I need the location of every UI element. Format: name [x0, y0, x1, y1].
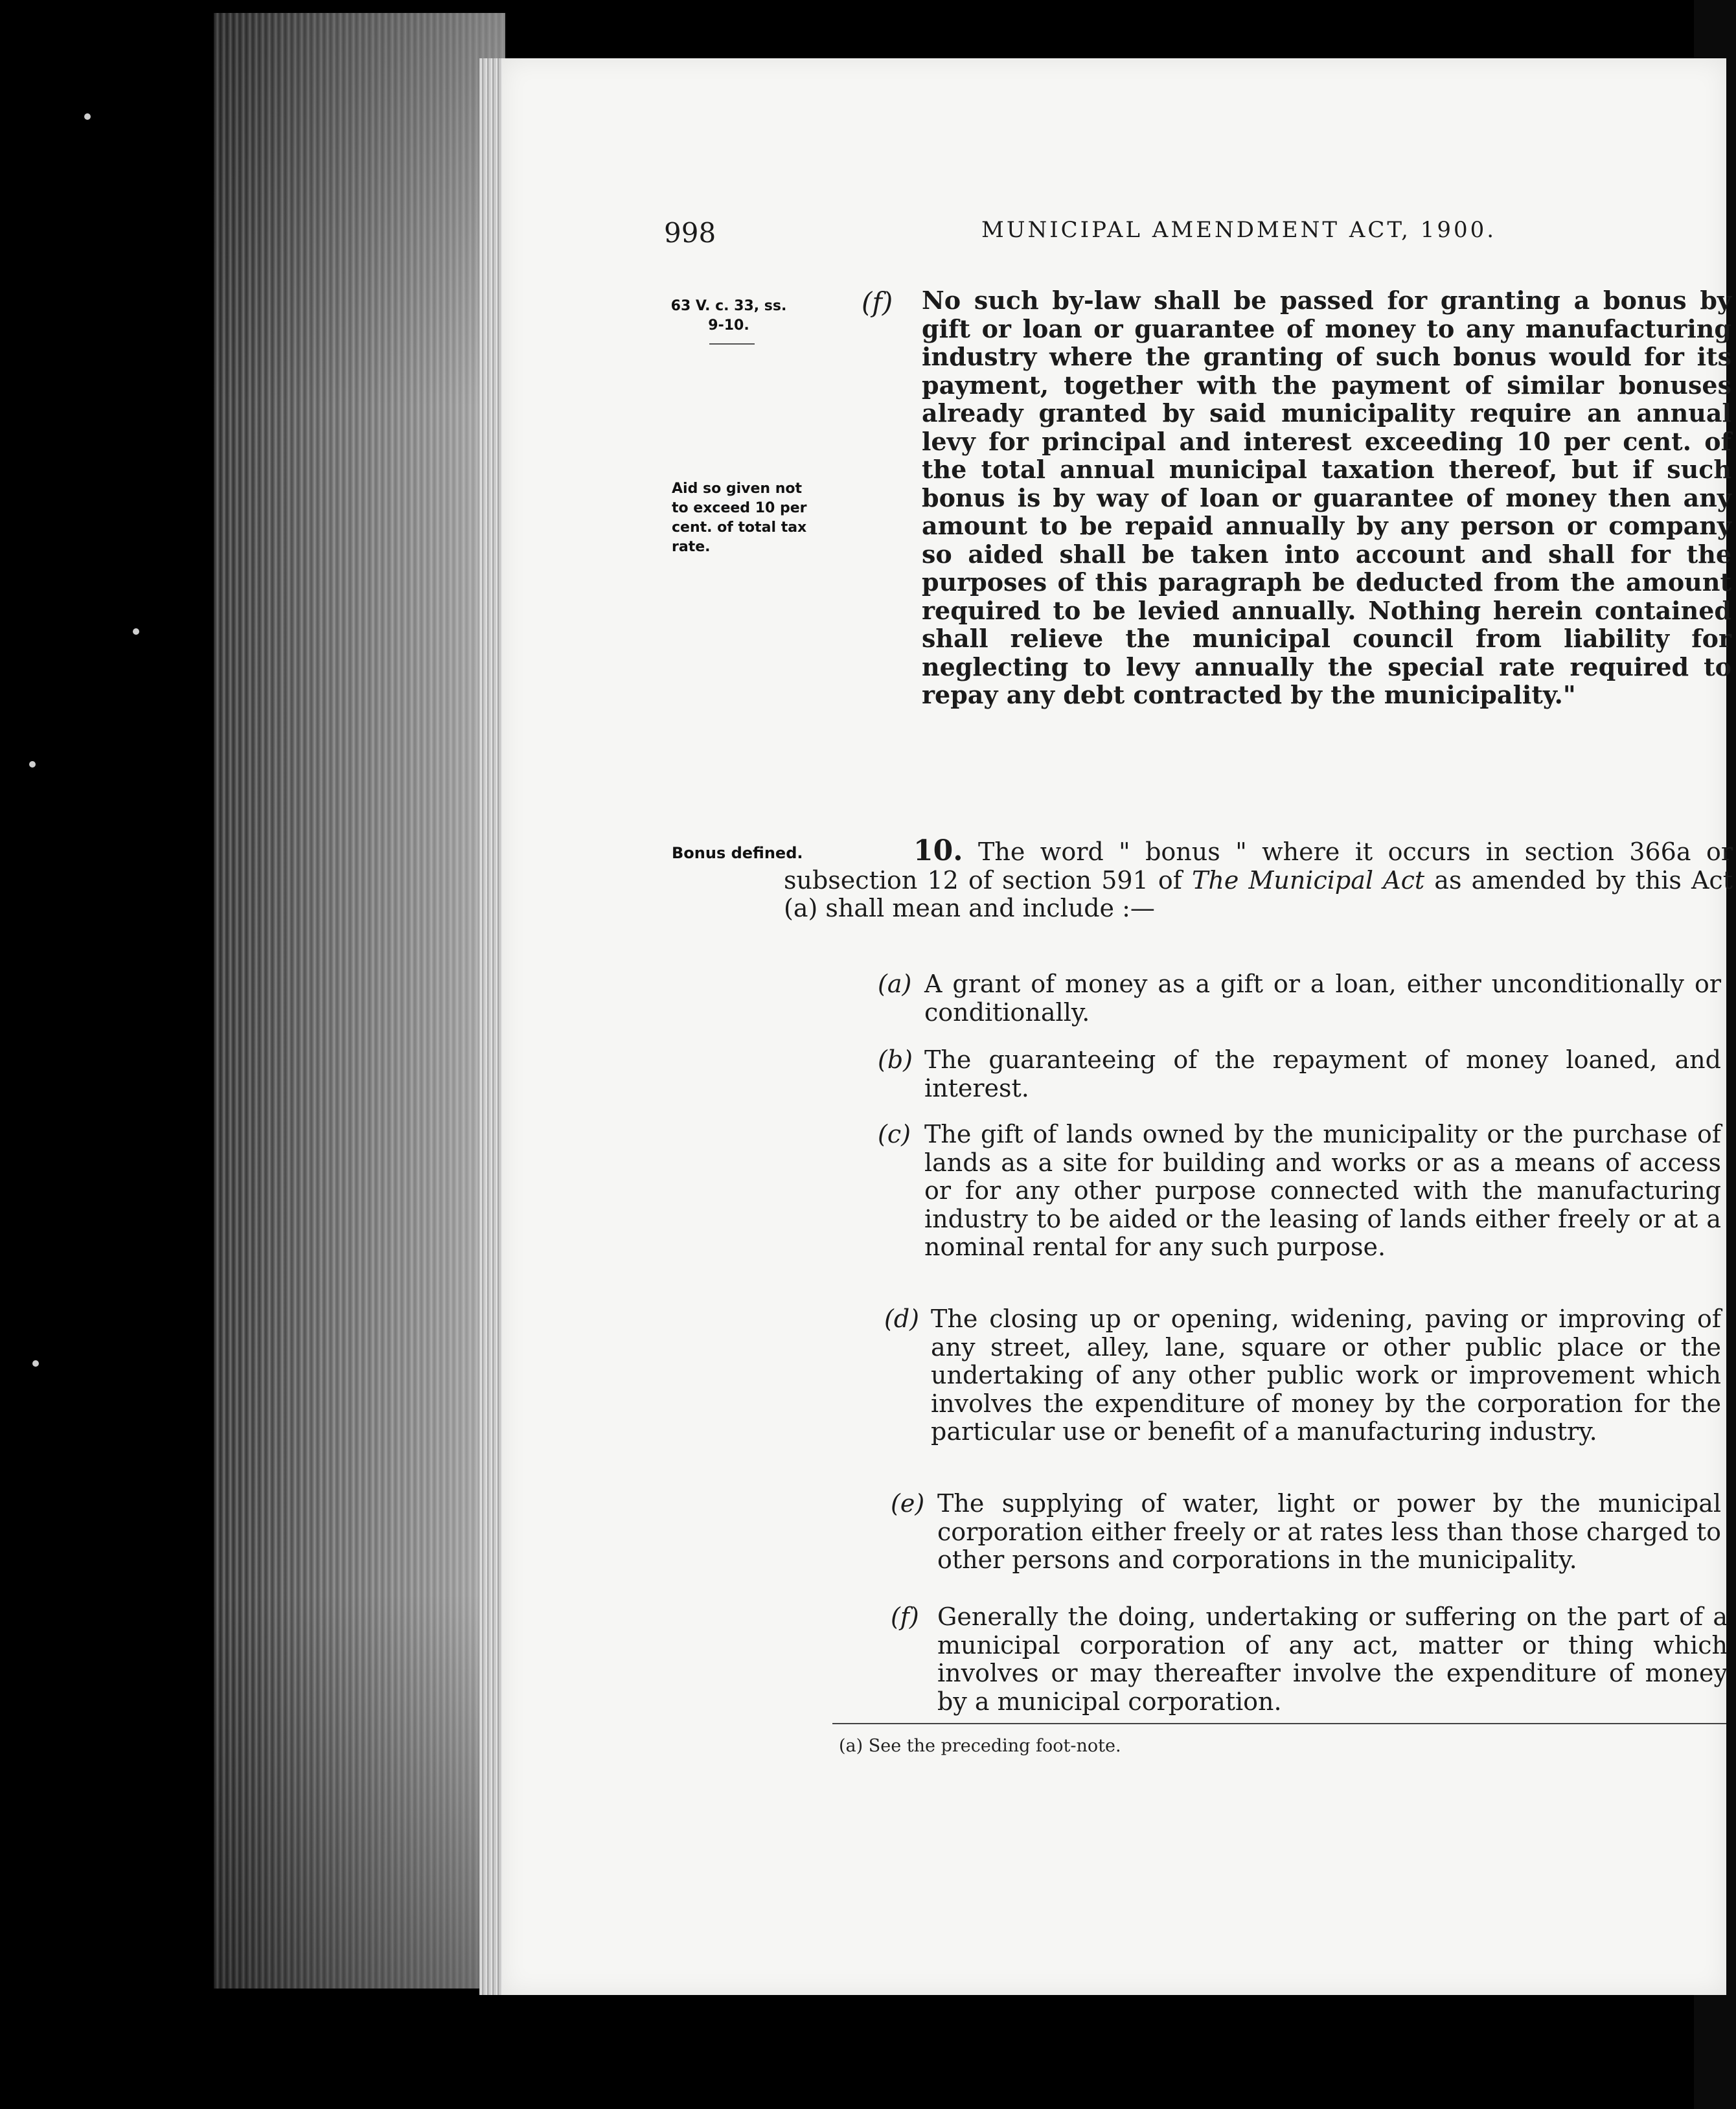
act-title: The Municipal Act	[1192, 865, 1425, 895]
section-10-text-b: as amended by this Act (a) shall mean and include :—	[784, 865, 1733, 922]
scan-speck	[133, 628, 139, 635]
scan-speck	[32, 1360, 39, 1367]
citation-rule	[709, 343, 755, 345]
citation-line-1: 63 V. c. 33, ss.	[670, 298, 787, 314]
subclause-b-text: The guaranteeing of the repayment of money loaned, and interest.	[924, 1045, 1721, 1102]
scan-speck	[29, 761, 36, 768]
running-head	[664, 217, 1687, 256]
page-number: 998	[664, 217, 716, 249]
section-10	[784, 834, 1733, 923]
clause-f-text: No such by-law shall be passed for granting a bonus by gift or loan or guarantee of money to any manufacturing industry where the granting of such bonus would for its payment, together with the payment of similar bonuses already granted by said municipality require an annual levy for principal and interest exceeding 10 per cent. of the total annual municipal taxation thereof, but if such bonus is by way of loan or guarantee of money then any amount to be repaid annually by any person or company so aided shall be taken into account and shall for the purposes of this paragraph be deducted from the amount required to be levied annually. Nothing herein contained shall relieve the municipal council from liability for neglecting to levy annually the special rate required to repay any debt contracted by the municipality."	[922, 286, 1731, 709]
running-title: MUNICIPAL AMENDMENT ACT, 1900.	[981, 217, 1497, 243]
margin-note-bonus: Bonus defined.	[672, 844, 803, 862]
scan-speck	[84, 113, 91, 120]
subclause-c-text: The gift of lands owned by the municipality or the purchase of lands as a site for building and works or as a means of access or for any other purpose connected with the manufacturing industry to be aided or the leasing of lands either freely or at a nominal rental for any such purpose.	[924, 1120, 1721, 1261]
subclause-d	[884, 1305, 1726, 1480]
subclause-a	[878, 970, 1726, 1029]
citation-line-2: 9-10.	[708, 317, 749, 334]
subclause-c	[878, 1121, 1726, 1295]
subclause-f-text: Generally the doing, undertaking or suffering on the part of a municipal corporation of any act, matter or thing which involves or may thereafter involve the expenditure of money by a municipal corporation.	[937, 1602, 1728, 1716]
subclause-b-label: (b)	[878, 1045, 913, 1074]
subclause-b	[878, 1046, 1726, 1104]
subclause-f	[891, 1603, 1733, 1720]
page	[502, 58, 1733, 1995]
footnote: (a) See the preceding foot-note.	[839, 1736, 1121, 1756]
section-number: 10.	[913, 834, 963, 867]
subclause-d-label: (d)	[884, 1305, 919, 1333]
footnote-rule	[832, 1723, 1726, 1724]
subclause-e-text: The supplying of water, light or power by the municipal corporation either freely or at rates less than those charged to other persons and corporations in the municipality.	[937, 1489, 1721, 1574]
book-fore-edge	[214, 13, 505, 1989]
subclause-f-label: (f)	[891, 1602, 919, 1631]
subclause-e	[891, 1490, 1726, 1606]
margin-note-aid: Aid so given not to exceed 10 per cent. of total tax rate.	[672, 481, 807, 555]
subclause-e-label: (e)	[891, 1489, 925, 1518]
subclause-d-text: The closing up or opening, widening, paving or improving of any street, alley, lane, square or other public place or the undertaking of any other public work or improvement which involves the expenditure of money by the corporation for the particular use or benefit of a manufacturing industry.	[931, 1305, 1721, 1446]
subclause-c-label: (c)	[878, 1120, 911, 1148]
clause-f-label: (f)	[862, 286, 893, 318]
subclause-a-text: A grant of money as a gift or a loan, either unconditionally or conditionally.	[924, 970, 1721, 1027]
subclause-a-label: (a)	[878, 970, 912, 998]
margin-citation	[664, 297, 794, 336]
section-10-text-a: The word " bonus " where it occurs in section 366a or subsection 12 of section 591 of	[784, 838, 1733, 895]
